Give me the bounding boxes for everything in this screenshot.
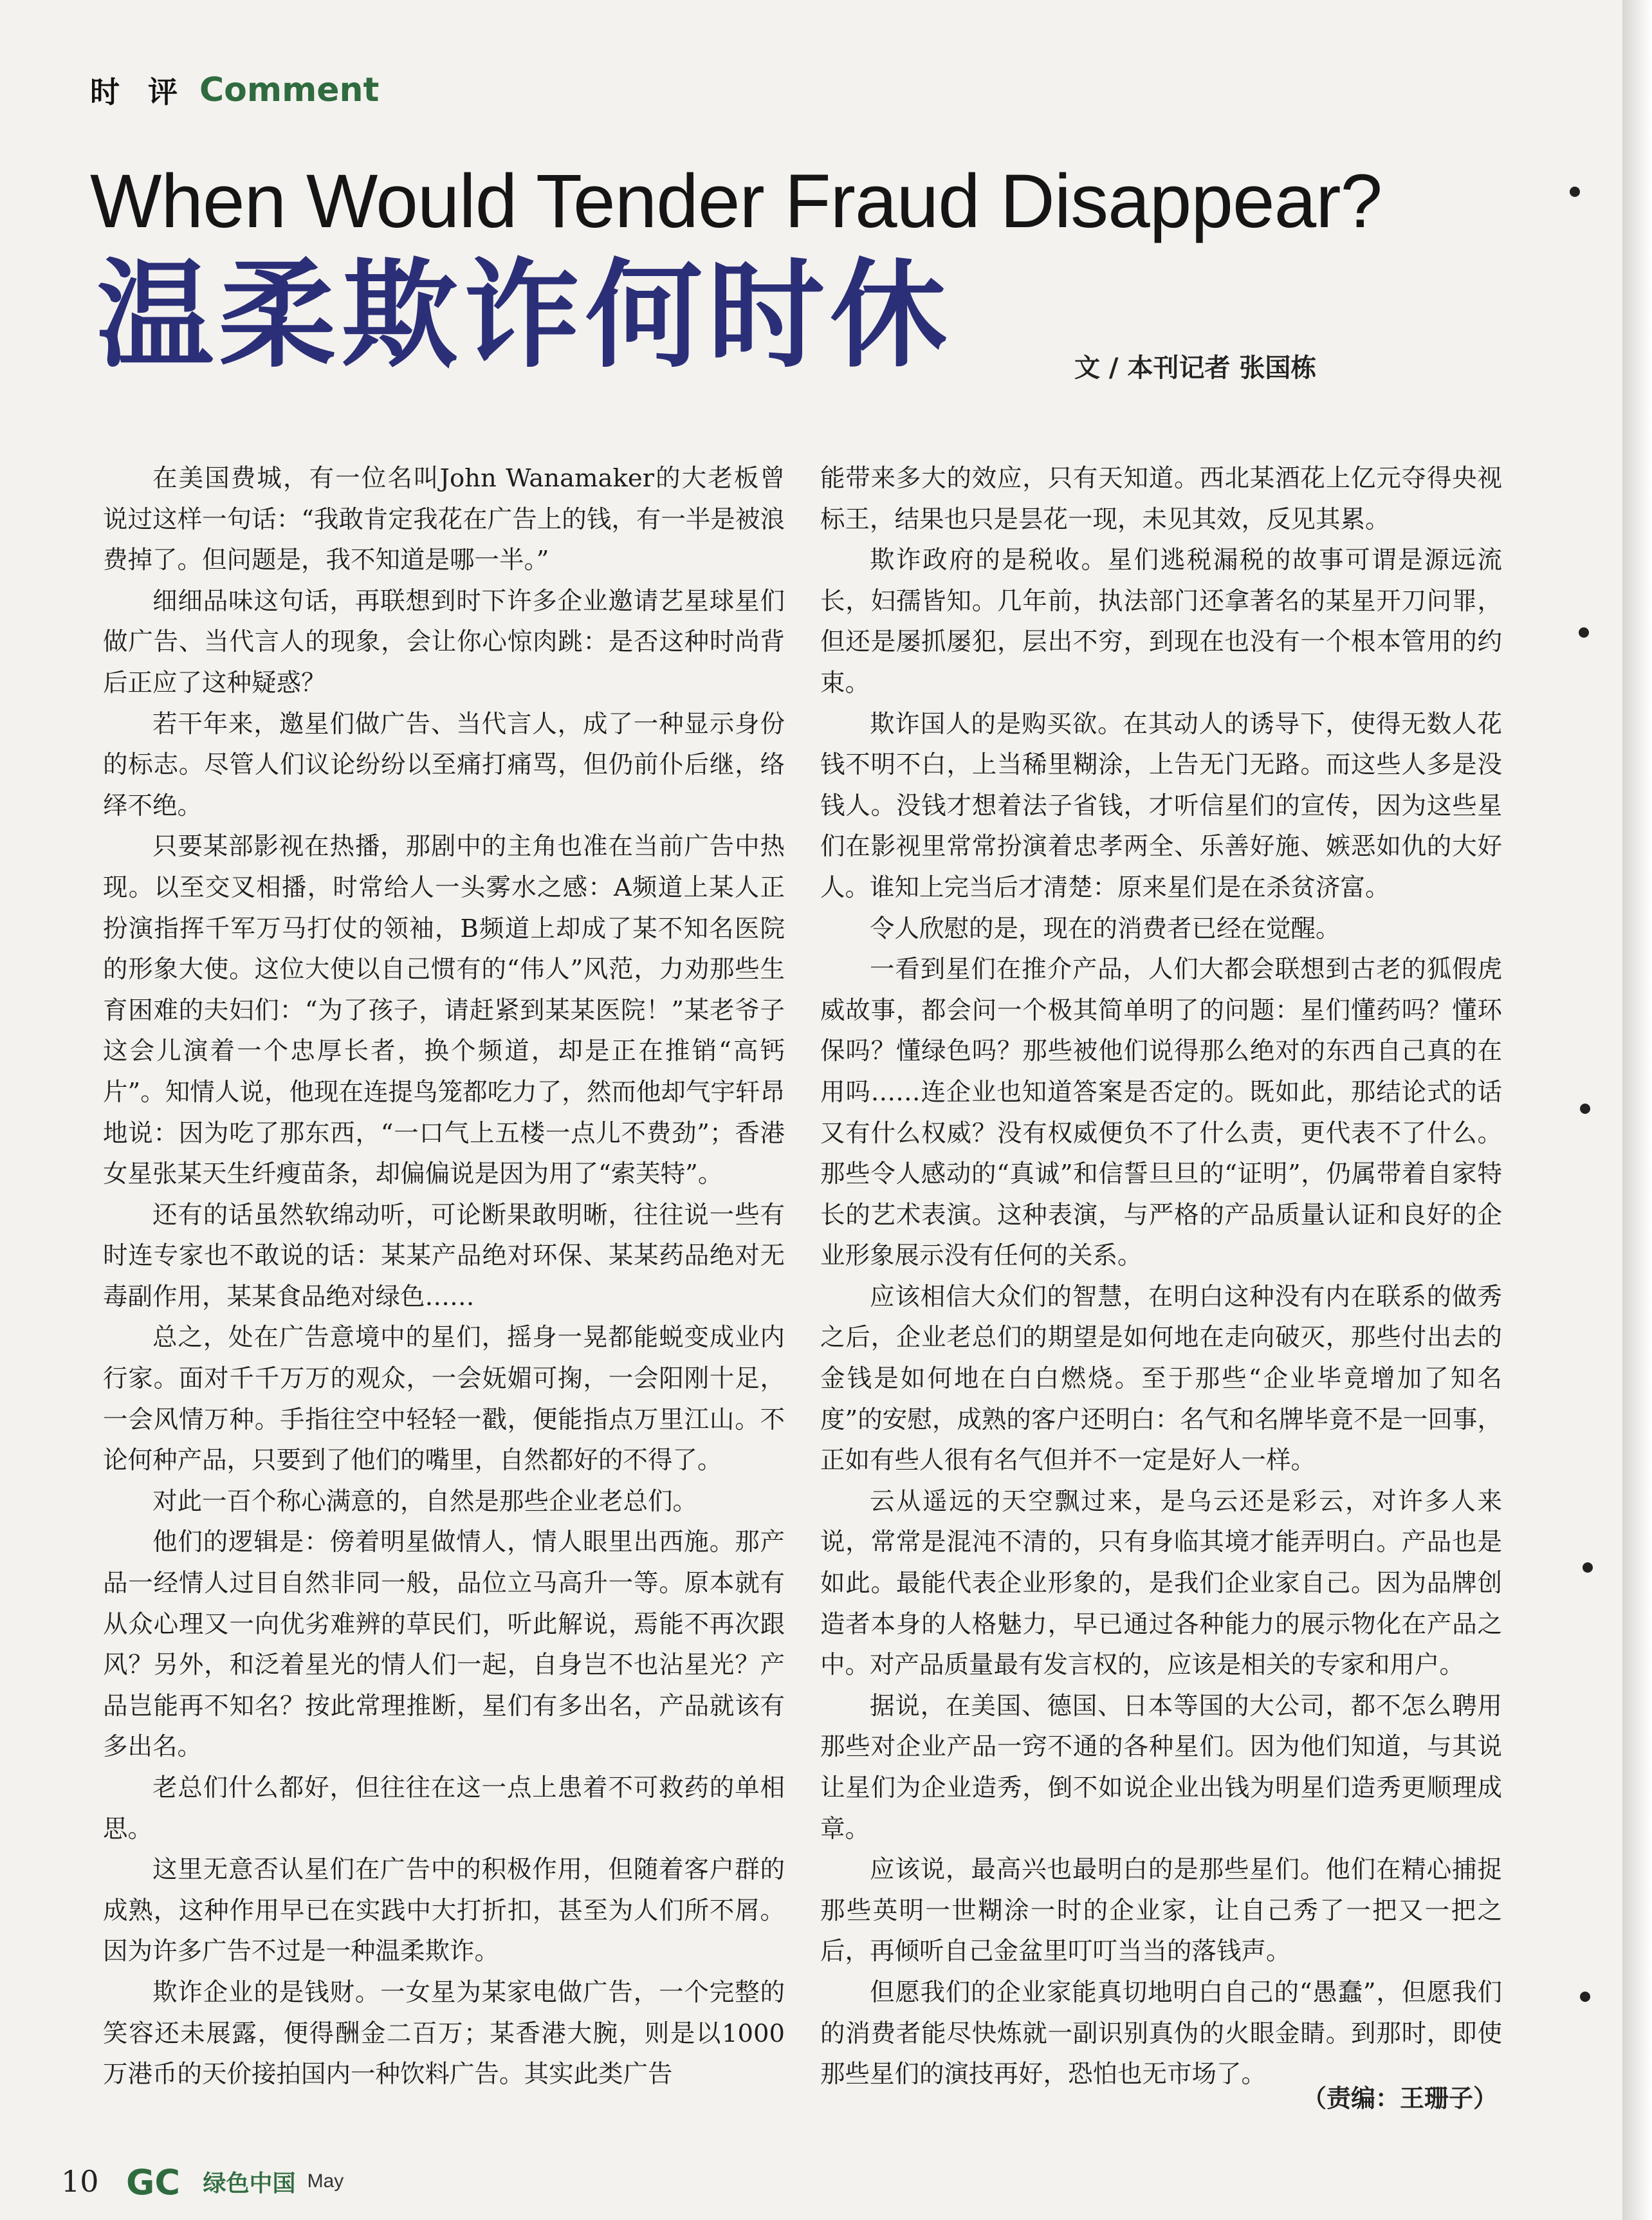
paragraph: 对此一百个称心满意的，自然是那些企业老总们。 [152,1486,698,1516]
section-label [90,68,379,113]
binding-hole [1583,1562,1593,1573]
paragraph: 应该相信大众们的智慧，在明白这种没有内在联系的做秀之后，企业老总们的期望是如何地在走向破灭，那些付出去的金钱是如何地在白白燃烧。至于那些“企业毕竟增加了知名度”的安慰，成熟的客户还明白：名气和名牌毕竟不是一回事，正如有些人很有名气但并不一定是好人一样。 [820,1282,1502,1475]
paragraph: 令人欣慰的是，现在的消费者已经在觉醒。 [870,914,1341,943]
paragraph: 细细品味这句话，再联想到时下许多企业邀请艺星球星们做广告、当代言人的现象，会让你心惊肉跳：是否这种时尚背后正应了这种疑惑？ [103,586,785,698]
paragraph: 一看到星们在推介产品，人们大都会联想到古老的狐假虎威故事，都会问一个极其简单明了的问题：星们懂药吗？懂环保吗？懂绿色吗？那些被他们说得那么绝对的东西自己真的在用吗……连企业也知道答案是否定的。既如此，那结论式的话又有什么权威？没有权威便负不了什么责，更代表不了什么。那些令人感动的“真诚”和信誓旦旦的“证明”，仍属带着自家特长的艺术表演。这种表演，与严格的产品质量认证和良好的企业形象展示没有任何的关系。 [820,955,1502,1271]
page-number: 10 [61,2164,99,2199]
paragraph: 总之，处在广告意境中的星们，摇身一晃都能蜕变成业内行家。面对千千万万的观众，一会妩媚可掬，一会阳刚十足，一会风情万种。手指往空中轻轻一戳，便能指点万里江山。不论何种产品，只要到了他们的嘴里，自然都好的不得了。 [103,1323,785,1475]
paragraph: 应该说，最高兴也最明白的是那些星们。他们在精心捕捉那些英明一世糊涂一时的企业家，让自己秀了一把又一把之后，再倾听自己金盆里叮叮当当的落钱声。 [820,1855,1502,1966]
paragraph: 若干年来，邀星们做广告、当代言人，成了一种显示身份的标志。尽管人们议论纷纷以至痛打痛骂，但仍前仆后继，络绎不绝。 [103,709,785,820]
paragraph: 欺诈国人的是购买欲。在其动人的诱导下，使得无数人花钱不明不白，上当稀里糊涂，上告无门无路。而这些人多是没钱人。没钱才想着法子省钱，才听信星们的宣传，因为这些星们在影视里常常扮演着忠孝两全、乐善好施、嫉恶如仇的大好人。谁知上完当后才清楚：原来星们是在杀贫济富。 [820,709,1502,902]
paragraph: 老总们什么都好，但往往在这一点上患着不可救药的单相思。 [103,1773,785,1844]
paragraph: 欺诈政府的是税收。星们逃税漏税的故事可谓是源远流长，妇孺皆知。几年前，执法部门还拿著名的某星开刀问罪，但还是屡抓屡犯，层出不穷，到现在也没有一个根本管用的约束。 [820,546,1502,698]
title-chinese: 温柔欺诈何时休 [96,247,952,384]
paragraph: 欺诈企业的是钱财。一女星为某家电做广告，一个完整的笑容还未展露，便得酬金二百万；某香港大腕，则是以1000万港币的天价接拍国内一种饮料广告。其实此类广告 [103,1977,785,2089]
paragraph: 只要某部影视在热播，那剧中的主角也准在当前广告中热现。以至交叉相播，时常给人一头雾水之感：A频道上某人正扮演指挥千军万马打仗的领袖，B频道上却成了某不知名医院的形象大使。这位大使以自己惯有的“伟人”风范，力劝那些生育困难的夫妇们：“为了孩子，请赶紧到某某医院！”某老爷子这会儿演着一个忠厚长者，换个频道，却是正在推销“高钙片”。知情人说，他现在连提鸟笼都吃力了，然而他却气宇轩昂地说：因为吃了那东西，“一口气上五楼一点儿不费劲”；香港女星张某天生纤瘦苗条，却偏偏说是因为用了“索芙特”。 [103,832,785,1189]
section-label-cn: 时 评 [90,75,187,109]
byline: 文 / 本刊记者 张国栋 [1074,353,1317,383]
issue-month: May [307,2170,344,2192]
section-label-en: Comment [199,71,380,109]
paragraph: 这里无意否认星们在广告中的积极作用，但随着客户群的成熟，这种作用早已在实践中大打折扣，甚至为人们所不屑。因为许多广告不过是一种温柔欺诈。 [103,1855,785,1966]
paragraph: 在美国费城，有一位名叫John Wanamaker的大老板曾说过这样一句话：“我敢肯定我花在广告上的钱，有一半是被浪费掉了。但问题是，我不知道是哪一半。” [103,464,785,575]
svg-text:GC: GC [125,2162,180,2201]
binding-hole [1580,1104,1590,1114]
paragraph: 还有的话虽然软绵动听，可论断果敢明晰，往往说一些有时连专家也不敢说的话：某某产品绝对环保、某某药品绝对无毒副作用，某某食品绝对绿色…… [103,1200,785,1311]
paragraph: 据说，在美国、德国、日本等国的大公司，都不怎么聘用那些对企业产品一窍不通的各种星们。因为他们知道，与其说让星们为企业造秀，倒不如说企业出钱为明星们造秀更顺理成章。 [820,1691,1502,1844]
binding-hole [1570,187,1580,197]
binding-hole [1579,627,1589,638]
editor-credit: （责编：王珊子） [1301,2084,1498,2113]
paragraph: 云从遥远的天空飘过来，是乌云还是彩云，对许多人来说，常常是混沌不清的，只有身临其境才能弄明白。产品也是如此。最能代表企业形象的，是我们企业家自己。因为品牌创造者本身的人格魅力，早已通过各种能力的展示物化在产品之中。对产品质量最有发言权的，应该是相关的专家和用户。 [820,1486,1502,1680]
page-footer [61,2149,344,2214]
gc-logo-icon [125,2162,196,2201]
page-edge [1622,0,1652,2220]
paragraph: 能带来多大的效应，只有天知道。西北某酒花上亿元夺得央视标王，结果也只是昙花一现，未见其效，反见其累。 [820,464,1502,534]
binding-hole [1580,1992,1590,2002]
paragraph: 他们的逻辑是：傍着明星做情人，情人眼里出西施。那产品一经情人过目自然非同一般，品位立马高升一等。原本就有从众心理又一向优劣难辨的草民们，听此解说，焉能不再次跟风？另外，和泛着星光的情人们一起，自身岂不也沾星光？产品岂能再不知名？按此常理推断，星们有多出名，产品就该有多出名。 [103,1528,785,1762]
article-column-right [820,458,1502,2095]
title-english: When Would Tender Fraud Disappear? [90,159,1382,244]
article-column-left [103,458,785,2095]
paragraph: 但愿我们的企业家能真切地明白自己的“愚蠢”，但愿我们的消费者能尽快炼就一副识别真伪的火眼金睛。到那时，即使那些星们的演技再好，恐怕也无市场了。 [820,1977,1502,2089]
magazine-name: 绿色中国 [203,2170,296,2197]
